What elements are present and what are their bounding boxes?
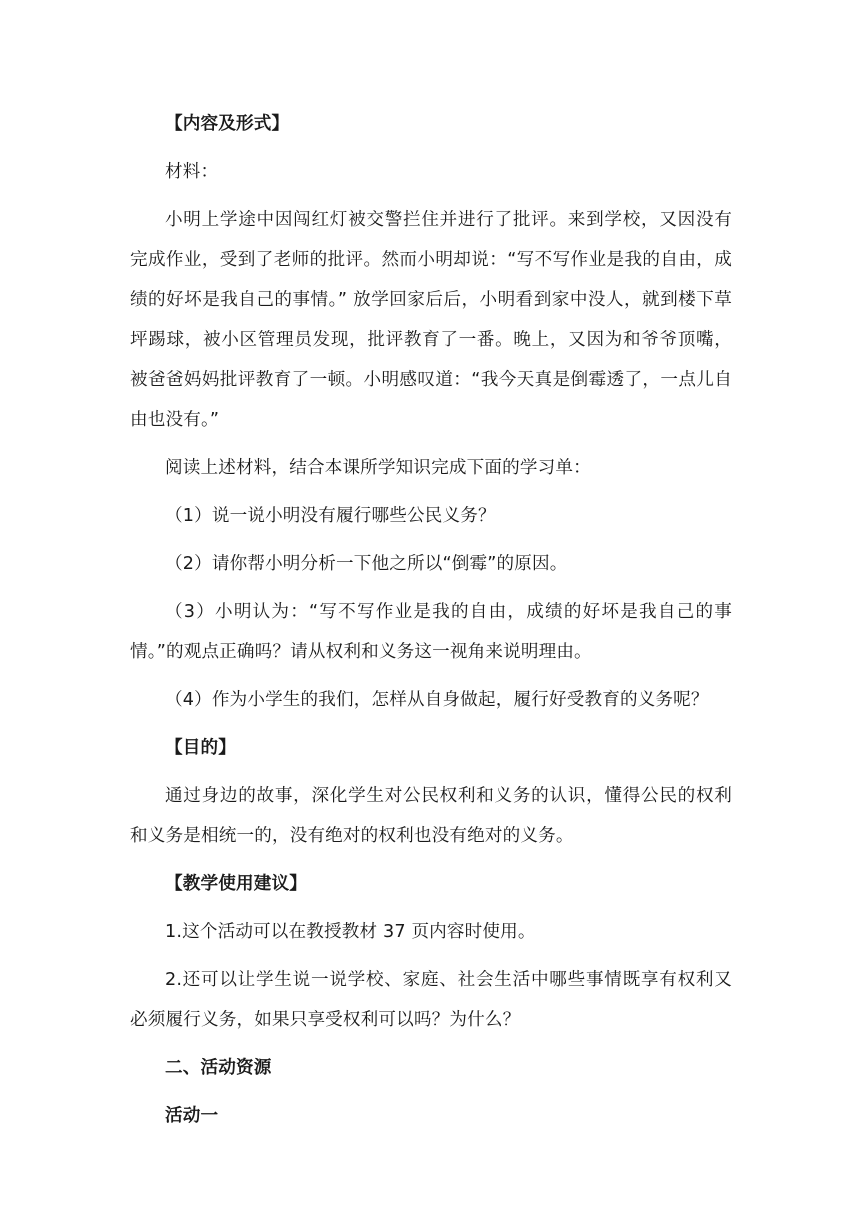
question-4: （4）作为小学生的我们，怎样从自身做起，履行好受教育的义务呢？ [165,690,709,710]
suggestion-1: 1.这个活动可以在教授教材 37 页内容时使用。 [165,922,536,942]
activity-heading: 活动一 [165,1106,219,1126]
question-1: （1）说一说小明没有履行哪些公民义务？ [165,506,496,526]
material-label: 材料： [165,162,219,182]
question-3: （3）小明认为：“写不写作业是我的自由，成绩的好坏是我自己的事情。”的观点正确吗？请从权利和义务这一视角来说明理由。 [130,602,732,662]
story-paragraph: 小明上学途中因闯红灯被交警拦住并进行了批评。来到学校，又因没有完成作业，受到了老师的批评。然而小明却说：“写不写作业是我的自由，成绩的好坏是我自己的事情。” 放学回家后后，小明看到家中没人，就到楼下草坪踢球，被小区管理员发现，批评教育了一番。晚上，又因为和爷爷顶嘴，被爸爸妈妈批评教育了一顿。小明感叹道：“我今天真是倒霉透了，一点儿自由也没有。” [130,210,732,430]
purpose-heading: 【目的】 [165,738,236,758]
suggestion-heading: 【教学使用建议】 [165,874,307,894]
suggestion-2: 2.还可以让学生说一说学校、家庭、社会生活中哪些事情既享有权利又必须履行义务，如果只享受权利可以吗？为什么？ [130,970,732,1030]
instruction-paragraph: 阅读上述材料，结合本课所学知识完成下面的学习单： [165,458,591,478]
document-body [130,104,732,1144]
question-2: （2）请你帮小明分析一下他之所以“倒霉”的原因。 [165,554,568,574]
purpose-paragraph: 通过身边的故事，深化学生对公民权利和义务的认识，懂得公民的权利和义务是相统一的，没有绝对的权利也没有绝对的义务。 [130,786,732,846]
resources-heading: 二、活动资源 [165,1058,272,1078]
content-form-heading: 【内容及形式】 [165,114,290,134]
